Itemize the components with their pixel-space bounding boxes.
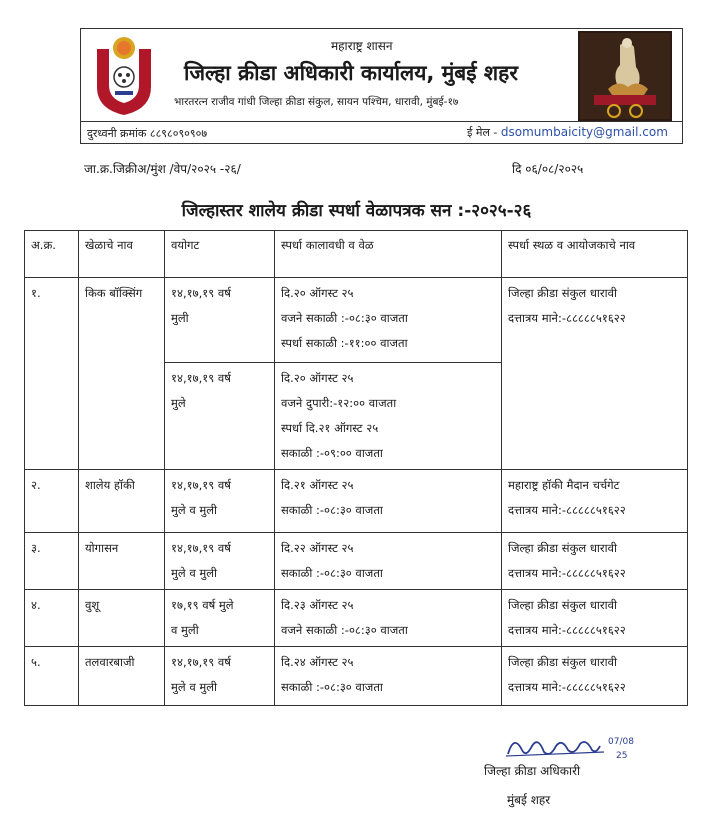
header-sr: अ.क्र. xyxy=(25,231,79,278)
schedule-date: दि.२१ ऑगस्ट २५ xyxy=(281,478,354,492)
age-groups: १४,१७,१९ वर्ष xyxy=(171,655,231,669)
schedule-line: सकाळी :-०८:३० वाजता xyxy=(281,503,383,517)
svg-text:07/08: 07/08 xyxy=(608,737,634,747)
maharashtra-sports-emblem-logo xyxy=(93,35,155,117)
table-row xyxy=(25,470,688,533)
gender: मुले व मुली xyxy=(171,566,218,580)
sports-mascot-logo xyxy=(578,31,672,121)
gender: मुले xyxy=(171,396,186,410)
table-row xyxy=(25,533,688,590)
email-line xyxy=(467,125,668,140)
table-row xyxy=(25,278,688,363)
cell-age xyxy=(165,363,275,470)
cell-sport: किक बॉक्सिंग xyxy=(79,278,165,470)
cell-schedule xyxy=(275,533,502,590)
organizer-contact: दत्तात्रय माने:-८८८८८५१६२२ xyxy=(508,311,626,325)
organizer-contact: दत्तात्रय माने:-८८८८८५१६२२ xyxy=(508,566,626,580)
cell-venue xyxy=(502,590,688,647)
signatory-title: जिल्हा क्रीडा अधिकारी xyxy=(484,764,581,778)
cell-age xyxy=(165,647,275,706)
signatory-city: मुंबई शहर xyxy=(507,793,551,807)
cell-schedule xyxy=(275,647,502,706)
email-address[interactable]: dsomumbaicity@gmail.com xyxy=(500,125,668,139)
venue-name: महाराष्ट्र हॉकी मैदान चर्चगेट xyxy=(508,478,620,492)
schedule-date: दि.२४ ऑगस्ट २५ xyxy=(281,655,354,669)
cell-sport: वुशू xyxy=(79,590,165,647)
office-name: जिल्हा क्रीडा अधिकारी कार्यालय, मुंबई शहर xyxy=(184,61,518,85)
gender: मुली xyxy=(171,311,189,325)
cell-sport: शालेय हॉकी xyxy=(79,470,165,533)
cell-age xyxy=(165,533,275,590)
venue-name: जिल्हा क्रीडा संकुल धारावी xyxy=(508,541,617,555)
cell-venue xyxy=(502,278,688,470)
document-title: जिल्हास्तर शालेय क्रीडा स्पर्धा वेळापत्रक सन :-२०२५-२६ xyxy=(181,201,532,221)
email-label: ई मेल - xyxy=(467,126,498,139)
schedule-date: दि.२३ ऑगस्ट २५ xyxy=(281,598,354,612)
header-age: वयोगट xyxy=(165,231,275,278)
venue-name: जिल्हा क्रीडा संकुल धारावी xyxy=(508,286,617,300)
schedule-date: दि.२२ ऑगस्ट २५ xyxy=(281,541,354,555)
cell-schedule xyxy=(275,590,502,647)
cell-venue xyxy=(502,470,688,533)
schedule-line: सकाळी :-०९:०० वाजता xyxy=(281,446,383,460)
phone-number: दुरध्वनी क्रमांक ८८९८०९०९०७ xyxy=(87,127,208,140)
schedule-line: वजने सकाळी :-०८:३० वाजता xyxy=(281,311,408,325)
schedule-date: दि.२० ऑगस्ट २५ xyxy=(281,371,354,385)
schedule-line: वजने दुपारी:-१२:०० वाजता xyxy=(281,396,397,410)
cell-venue xyxy=(502,647,688,706)
venue-name: जिल्हा क्रीडा संकुल धारावी xyxy=(508,598,617,612)
cell-sport: तलवारबाजी xyxy=(79,647,165,706)
cell-schedule xyxy=(275,470,502,533)
cell-sr: ४. xyxy=(25,590,79,647)
reference-number: जा.क्र.जिक्रीअ/मुंश /वेप/२०२५ -२६/ xyxy=(84,162,241,176)
cell-age xyxy=(165,470,275,533)
venue-name: जिल्हा क्रीडा संकुल धारावी xyxy=(508,655,617,669)
gender: मुले व मुली xyxy=(171,503,218,517)
organizer-contact: दत्तात्रय माने:-८८८८८५१६२२ xyxy=(508,623,626,637)
cell-sr: १. xyxy=(25,278,79,470)
svg-text:25: 25 xyxy=(616,751,628,761)
letter-date: दि ०६/०८/२०२५ xyxy=(512,162,584,176)
header-divider xyxy=(81,121,682,122)
cell-age xyxy=(165,278,275,363)
age-groups: १४,१७,१९ वर्ष xyxy=(171,541,231,555)
age-groups: १४,१७,१९ वर्ष xyxy=(171,478,231,492)
header-venue: स्पर्धा स्थळ व आयोजकाचे नाव xyxy=(502,231,688,278)
cell-schedule xyxy=(275,278,502,363)
schedule-line: स्पर्धा दि.२१ ऑगस्ट २५ xyxy=(281,421,379,435)
organizer-contact: दत्तात्रय माने:-८८८८८५१६२२ xyxy=(508,503,626,517)
organizer-contact: दत्तात्रय माने:-८८८८८५१६२२ xyxy=(508,680,626,694)
letterhead xyxy=(80,28,683,144)
gender: व मुली xyxy=(171,623,199,637)
table-row xyxy=(25,590,688,647)
cell-venue xyxy=(502,533,688,590)
age-groups: १४,१७,१९ वर्ष xyxy=(171,286,231,300)
handwritten-signature xyxy=(504,728,654,762)
government-line: महाराष्ट्र शासन xyxy=(331,39,393,53)
cell-sr: ३. xyxy=(25,533,79,590)
header-sport: खेळाचे नाव xyxy=(79,231,165,278)
header-schedule: स्पर्धा कालावधी व वेळ xyxy=(275,231,502,278)
cell-sport: योगासन xyxy=(79,533,165,590)
table-row xyxy=(25,647,688,706)
cell-schedule xyxy=(275,363,502,470)
office-address: भारतरत्न राजीव गांधी जिल्हा क्रीडा संकुल, सायन पश्चिम, धारावी, मुंबई-१७ xyxy=(174,96,459,108)
schedule-line: सकाळी :-०८:३० वाजता xyxy=(281,680,383,694)
schedule-line: वजने सकाळी :-०८:३० वाजता xyxy=(281,623,408,637)
table-header-row xyxy=(25,231,688,278)
cell-sr: २. xyxy=(25,470,79,533)
schedule-line: स्पर्धा सकाळी :-११:०० वाजता xyxy=(281,336,408,350)
schedule-table xyxy=(24,230,688,706)
schedule-line: सकाळी :-०८:३० वाजता xyxy=(281,566,383,580)
age-groups: १७,१९ वर्ष मुले xyxy=(171,598,234,612)
gender: मुले व मुली xyxy=(171,680,218,694)
cell-sr: ५. xyxy=(25,647,79,706)
age-groups: १४,१७,१९ वर्ष xyxy=(171,371,231,385)
schedule-date: दि.२० ऑगस्ट २५ xyxy=(281,286,354,300)
cell-age xyxy=(165,590,275,647)
